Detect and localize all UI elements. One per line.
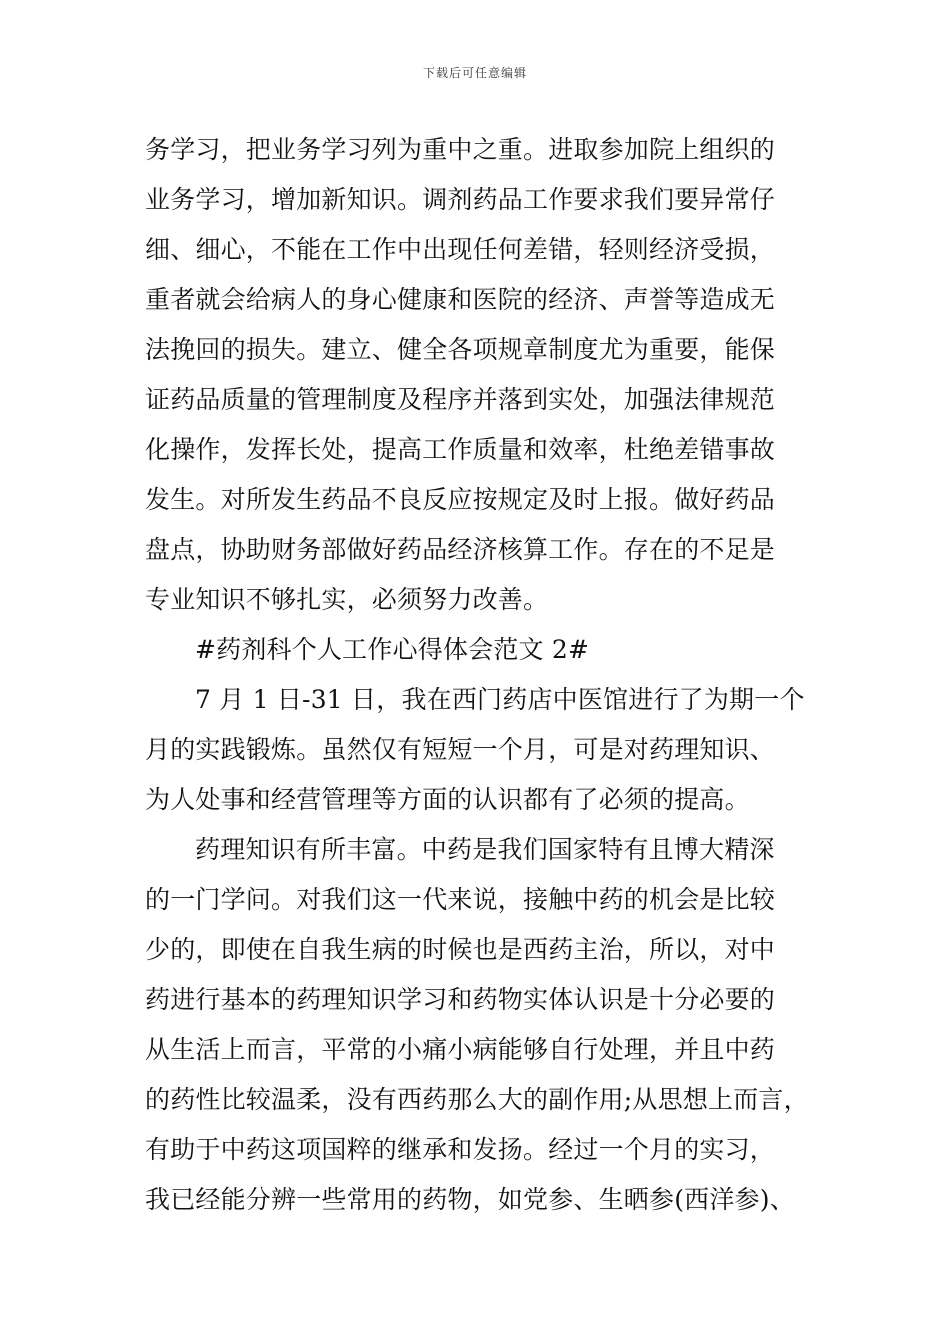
text-line: 的药性比较温柔，没有西药那么大的副作用;从思想上而言， (145, 1085, 809, 1114)
text-line: 少的，即使在自我生病的时候也是西药主治，所以，对中 (145, 935, 776, 964)
text-line: 月的实践锻炼。虽然仅有短短一个月，可是对药理知识、 (145, 735, 776, 764)
text-line: 重者就会给病人的身心健康和医院的经济、声誉等造成无 (145, 285, 776, 314)
text-line: 证药品质量的管理制度及程序并落到实处，加强法律规范 (145, 385, 776, 414)
text-line: 药理知识有所丰富。中药是我们国家特有且博大精深 (195, 835, 775, 864)
text-line: 法挽回的损失。建立、健全各项规章制度尤为重要，能保 (145, 335, 776, 364)
text-line: 从生活上而言，平常的小痛小病能够自行处理，并且中药 (145, 1035, 776, 1064)
text-line: 盘点，协助财务部做好药品经济核算工作。存在的不足是 (145, 535, 776, 564)
text-line: 为人处事和经营管理等方面的认识都有了必须的提高。 (145, 785, 750, 814)
text-line: 有助于中药这项国粹的继承和发扬。经过一个月的实习， (145, 1135, 776, 1164)
text-line: 细、细心，不能在工作中出现任何差错，轻则经济受损， (145, 235, 776, 264)
text-line: 我已经能分辨一些常用的药物，如党参、生晒参(西洋参)、 (145, 1185, 795, 1214)
text-line: 化操作，发挥长处，提高工作质量和效率，杜绝差错事故 (145, 435, 776, 464)
text-line: 业务学习，增加新知识。调剂药品工作要求我们要异常仔 (145, 185, 776, 214)
text-line: 的一门学问。对我们这一代来说，接触中药的机会是比较 (145, 885, 776, 914)
page-header: 下载后可任意编辑 (422, 66, 527, 80)
text-line: 药进行基本的药理知识学习和药物实体认识是十分必要的 (145, 985, 776, 1014)
text-line: 7 月 1 日-31 日，我在西门药店中医馆进行了为期一个 (195, 685, 805, 714)
text-line: 专业知识不够扎实，必须努力改善。 (145, 585, 549, 614)
text-line: 发生。对所发生药品不良反应按规定及时上报。做好药品 (145, 485, 776, 514)
document-body (145, 125, 835, 1225)
text-line: #药剂科个人工作心得体会范文 2# (195, 635, 590, 664)
text-line: 务学习，把业务学习列为重中之重。进取参加院上组织的 (145, 135, 776, 164)
